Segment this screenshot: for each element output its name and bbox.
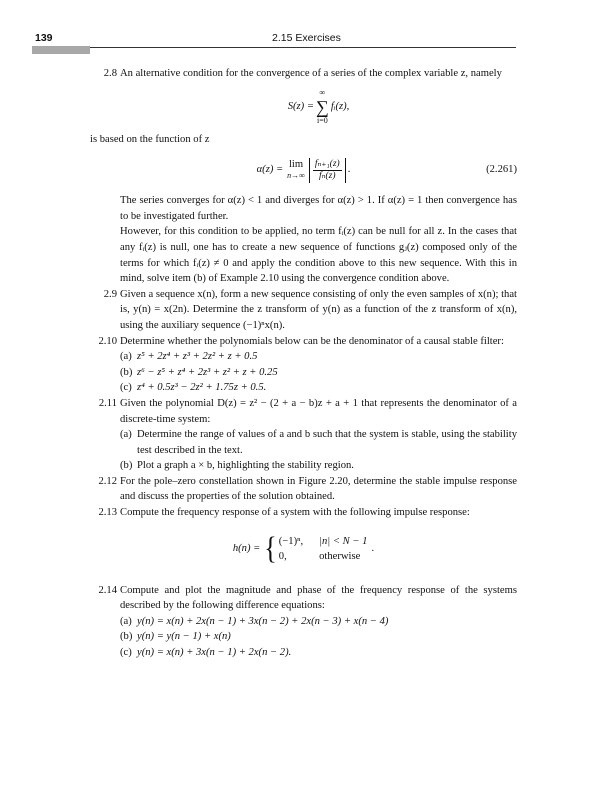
item-text: Plot a graph a × b, highlighting the stability region. [137,460,354,472]
sub-item [120,458,517,474]
exercise-number: 2.9 [103,288,117,300]
exercise-2-8 [90,66,517,287]
exercise-text: Given the polynomial D(z) = z² − (2 + a − b)z + a + 1 that represents the denominator of a discrete-time system: [120,397,517,425]
exercise-list [90,66,517,661]
sub-item [120,645,517,661]
sum-upper: ∞ [319,87,326,97]
sigma-symbol: ∑ [315,96,329,117]
eq-tail: . [371,542,375,554]
running-header: 2.15 Exercises [272,32,341,44]
exercise-text: Compute and plot the magnitude and phase of the frequency response of the systems described by the following difference equations: [120,584,517,612]
sum-operator [316,88,329,126]
item-label: (a) [120,429,132,441]
exercise-number: 2.12 [98,475,117,487]
eq-lhs: α(z) = [256,164,284,176]
exercise-2-10 [90,334,517,396]
limit-operator [287,159,305,181]
item-formula: y(n) = x(n) + 2x(n − 1) + 3x(n − 2) + 2x(n − 3) + x(n − 4) [137,615,389,627]
exercise-2-12 [90,474,517,505]
sub-item [120,614,517,630]
sum-lower: i=0 [317,115,328,125]
eq-rhs: fᵢ(z), [330,100,350,112]
page-number: 139 [35,32,53,44]
item-label: (b) [120,631,133,643]
header-bar [32,46,90,54]
exercise-number: 2.10 [98,335,117,347]
exercise-2-13 [90,505,517,577]
exercise-number: 2.11 [98,397,117,409]
exercise-text: The series converges for α(z) < 1 and diverges for α(z) > 1. If α(z) = 1 then convergence has to be investigated further. [120,195,517,222]
sub-item [120,629,517,645]
item-formula: y(n) = x(n) + 3x(n − 1) + 2x(n − 2). [137,647,292,659]
exercise-text: Compute the frequency response of a system with the following impulse response: [120,507,470,519]
equation-ratio [90,147,517,193]
cases [279,534,368,564]
brace: { [264,530,277,566]
numerator: fₙ₊₁(z) [314,158,340,169]
exercise-2-14 [90,583,517,661]
absolute-value [309,158,346,183]
exercise-number: 2.14 [98,584,117,596]
exercise-text: is based on the function of z [90,133,210,145]
case-condition: |n| < N − 1 [319,535,368,547]
sub-item [120,380,517,396]
equation-series [120,82,517,132]
exercise-2-9 [90,287,517,334]
exercise-text: Determine whether the polynomials below can be the denominator of a causal stable filter: [120,335,504,347]
header-rule [90,47,516,48]
exercise-2-11 [90,396,517,474]
case-condition: otherwise [319,550,361,562]
item-label: (c) [120,647,132,659]
item-formula: z⁶ − z⁵ + z⁴ + 2z³ + z² + z + 0.25 [137,366,278,378]
case-value: 0, [278,550,287,562]
exercise-text: An alternative condition for the convergence of a series of the complex variable z, namely [120,68,502,79]
exercise-number: 2.13 [98,507,117,519]
exercise-number: 2.8 [103,68,117,79]
fraction [313,159,342,182]
eq-lhs: S(z) = [287,100,314,112]
item-text: Determine the range of values of a and b such that the system is stable, using the stability test described in the text. [137,429,517,456]
item-label: (a) [120,351,132,363]
exercise-text: However, for this condition to be applied, no term fᵢ(z) can be null for all z. In the cases that any fᵢ(z) is null, one has to create a new sequence of functions gⱼ(z) composed only of the terms for which fᵢ(z) ≠ 0 and apply the condition above to this new sequence. With this in mind, solve item (b) of Example 2.10 using the convergence condition above. [120,226,517,285]
sub-item [120,349,517,365]
denominator: fₙ(z) [319,170,336,181]
exercise-text: Given a sequence x(n), form a new sequence consisting of only the even samples of x(n); that is, y(n) = x(2n). Determine the z transform of y(n) as a function of the z transform of x(n), using the auxiliary sequence (−1)ⁿx(n). [120,288,517,331]
item-label: (b) [120,460,133,472]
exercise-text: For the pole–zero constellation shown in Figure 2.20, determine the stable impulse response and discuss the properties of the solution obtained. [120,475,517,503]
item-formula: z⁵ + 2z⁴ + z³ + 2z² + z + 0.5 [137,351,258,363]
item-label: (a) [120,615,132,627]
eq-lhs: h(n) = [232,542,261,554]
item-label: (c) [120,382,132,394]
case-value: (−1)ⁿ, [278,535,304,547]
eq-tail: . [347,164,351,176]
item-formula: y(n) = y(n − 1) + x(n) [137,631,231,643]
equation-impulse [90,521,517,577]
sub-item [120,365,517,381]
item-formula: z⁴ + 0.5z³ − 2z² + 1.75z + 0.5. [137,382,267,394]
item-label: (b) [120,366,133,378]
lim-subscript: n→∞ [287,171,305,181]
sub-item [120,427,517,458]
equation-number: (2.261) [486,164,517,176]
lim-word: lim [288,159,304,171]
